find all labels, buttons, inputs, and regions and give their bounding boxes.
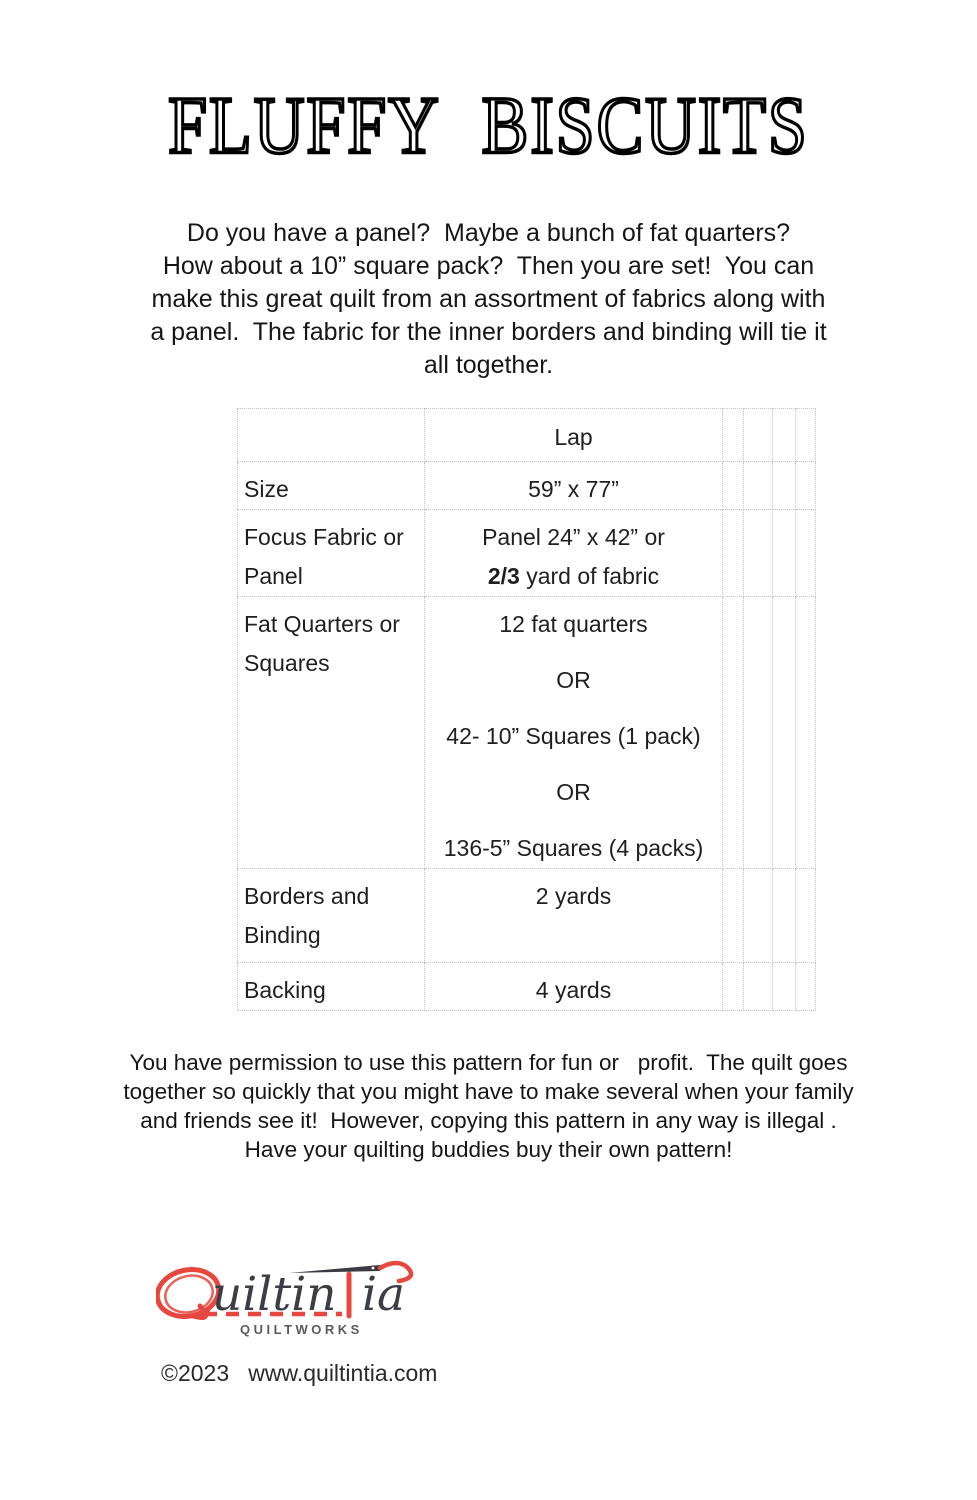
empty-cell bbox=[723, 869, 744, 963]
empty-cell bbox=[773, 869, 796, 963]
option-line: 136-5” Squares (4 packs) bbox=[443, 835, 704, 861]
empty-cell bbox=[238, 409, 425, 462]
permission-paragraph bbox=[0, 1048, 977, 1164]
empty-cell bbox=[744, 869, 773, 963]
empty-cell bbox=[796, 409, 816, 462]
value-line: Panel 24” x 42” or bbox=[482, 524, 665, 550]
option-or: OR bbox=[556, 779, 591, 805]
value-text: yard of fabric bbox=[519, 563, 660, 589]
intro-line: Do you have a panel? Maybe a bunch of fat quarters? bbox=[186, 219, 791, 247]
empty-cell bbox=[723, 963, 744, 1011]
size-label: Size bbox=[238, 462, 425, 510]
label-line: Fat Quarters or bbox=[244, 611, 400, 637]
value-line bbox=[431, 557, 716, 596]
permission-line: together so quickly that you might have to make several when your family bbox=[123, 1079, 854, 1104]
table-row-focus-fabric bbox=[238, 510, 816, 597]
label-line: Squares bbox=[244, 650, 330, 676]
intro-paragraph bbox=[0, 217, 977, 382]
empty-cell bbox=[744, 462, 773, 510]
empty-cell bbox=[773, 597, 796, 869]
logo-script-ia: ia bbox=[362, 1267, 406, 1322]
empty-cell bbox=[744, 597, 773, 869]
table-row-header bbox=[238, 409, 816, 462]
empty-cell bbox=[796, 597, 816, 869]
permission-line: and friends see it! However, copying this pattern in any way is illegal . bbox=[140, 1108, 837, 1133]
empty-cell bbox=[796, 510, 816, 597]
intro-line: a panel. The fabric for the inner borders and binding will tie it bbox=[150, 318, 827, 346]
empty-cell bbox=[773, 462, 796, 510]
backing-value: 4 yards bbox=[425, 963, 723, 1011]
label-line: Borders and bbox=[244, 883, 370, 909]
empty-cell bbox=[744, 963, 773, 1011]
empty-cell bbox=[723, 409, 744, 462]
page-title: FLUFFY BISCUITS bbox=[168, 81, 809, 171]
size-value: 59” x 77” bbox=[425, 462, 723, 510]
table-row-borders-binding bbox=[238, 869, 816, 963]
bold-fraction: 2/3 bbox=[487, 563, 520, 589]
focus-fabric-value bbox=[425, 510, 723, 597]
option-line: 12 fat quarters bbox=[499, 611, 648, 637]
empty-cell bbox=[773, 963, 796, 1011]
empty-cell bbox=[723, 597, 744, 869]
table-row-fat-quarters bbox=[238, 597, 816, 869]
label-line: Binding bbox=[244, 922, 321, 948]
option-line: 42- 10” Squares (1 pack) bbox=[446, 723, 701, 749]
logo-script-uiltin: uiltin bbox=[212, 1267, 337, 1322]
table-row-size bbox=[238, 462, 816, 510]
backing-label: Backing bbox=[238, 963, 425, 1011]
permission-line: You have permission to use this pattern for fun or profit. The quilt goes bbox=[129, 1050, 848, 1075]
permission-line: Have your quilting buddies buy their own pattern! bbox=[244, 1137, 733, 1162]
empty-cell bbox=[773, 409, 796, 462]
quiltin-tia-logo bbox=[156, 1260, 476, 1352]
intro-line: How about a 10” square pack? Then you are set! You can bbox=[162, 252, 815, 280]
empty-cell bbox=[773, 510, 796, 597]
logo-subtitle: QUILTWORKS bbox=[240, 1322, 363, 1337]
empty-cell bbox=[744, 510, 773, 597]
table-row-backing bbox=[238, 963, 816, 1011]
label-line: Panel bbox=[244, 563, 303, 589]
focus-fabric-label bbox=[238, 510, 425, 597]
label-line: Focus Fabric or bbox=[244, 524, 404, 550]
empty-cell bbox=[796, 869, 816, 963]
empty-cell bbox=[723, 510, 744, 597]
empty-cell bbox=[796, 963, 816, 1011]
column-header-lap: Lap bbox=[425, 409, 723, 462]
intro-line: all together. bbox=[423, 351, 554, 379]
empty-cell bbox=[744, 409, 773, 462]
copyright-url: ©2023 www.quiltintia.com bbox=[161, 1360, 438, 1386]
materials-table bbox=[237, 408, 816, 1011]
empty-cell bbox=[723, 462, 744, 510]
option-or: OR bbox=[556, 667, 591, 693]
intro-line: make this great quilt from an assortment of fabrics along with bbox=[151, 285, 826, 313]
borders-binding-label bbox=[238, 869, 425, 963]
fat-quarters-value bbox=[425, 597, 723, 869]
borders-binding-value: 2 yards bbox=[425, 869, 723, 963]
fat-quarters-label bbox=[238, 597, 425, 869]
empty-cell bbox=[796, 462, 816, 510]
